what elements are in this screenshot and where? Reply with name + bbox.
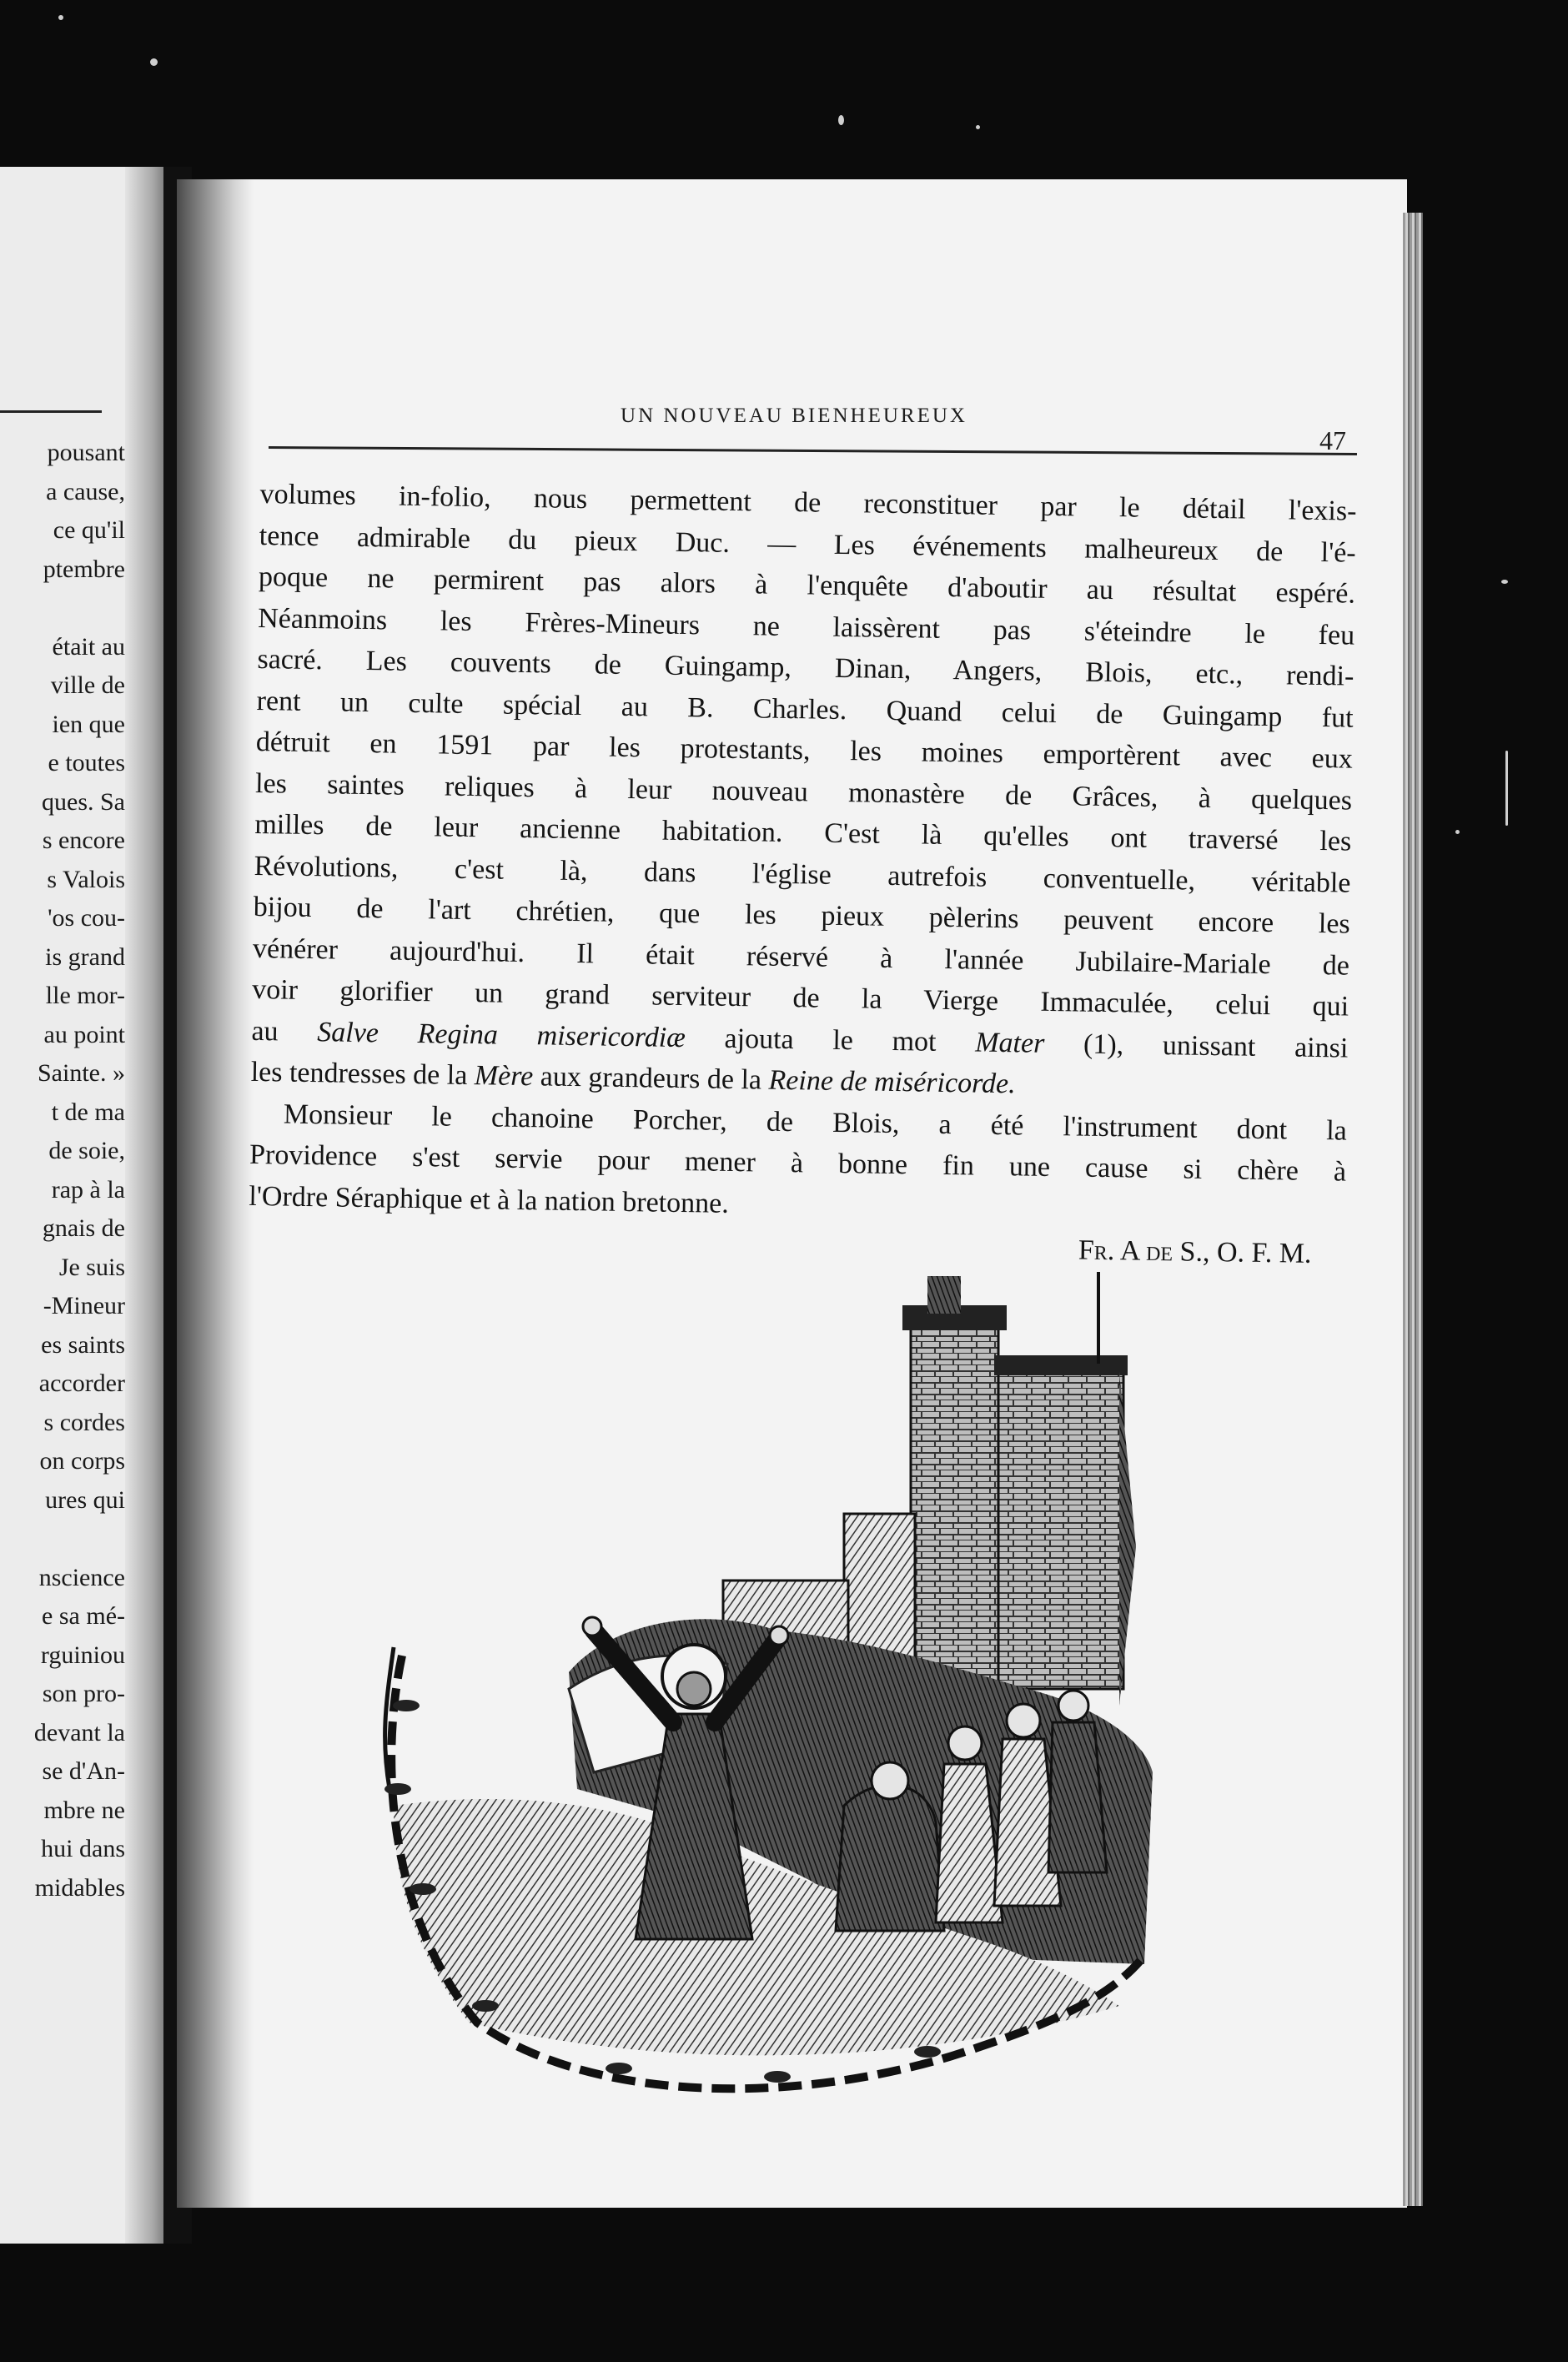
left-page-line: ptembre <box>43 555 125 583</box>
left-page-line: e sa mé- <box>42 1602 125 1630</box>
text-line: tence admirable du pieux Duc. — Les événements malheureux de l'é- <box>259 520 1356 569</box>
left-page-line: is grand <box>45 942 125 971</box>
text-line: volumes in-folio, nous permettent de reconstituer par le détail l'exis- <box>259 478 1357 527</box>
text-line: détruit en 1591 par les protestants, les moines emportèrent avec eux <box>255 726 1354 775</box>
left-page-line: ures qui <box>45 1485 125 1514</box>
left-page-line: es saints <box>41 1330 125 1359</box>
left-page-line: Sainte. » <box>38 1059 125 1087</box>
text-run: ajouta le mot <box>685 1022 976 1058</box>
left-page-line: nscience <box>38 1563 125 1591</box>
text-line: Monsieur le chanoine Porcher, de Blois, a été l'instrument dont la <box>283 1098 1348 1147</box>
text-line: Révolutions, c'est là, dans l'église autrefois conventuelle, véritable <box>254 850 1351 899</box>
left-page-line: s cordes <box>43 1408 125 1436</box>
left-page-line: devant la <box>33 1718 125 1746</box>
text-run: (1), unissant ainsi <box>1044 1028 1349 1064</box>
header-rule <box>269 446 1357 455</box>
left-page-line: son pro- <box>42 1680 125 1707</box>
left-page-line: pousant <box>47 439 125 466</box>
left-page-line: de soie, <box>48 1137 125 1164</box>
left-page-line: -Mineur <box>43 1292 125 1319</box>
left-page-line: mbre ne <box>43 1796 125 1824</box>
text-line: bijou de l'art chrétien, que les pieux pèlerins peuvent encore les <box>253 891 1350 940</box>
left-page-line: rap à la <box>51 1175 125 1204</box>
left-page-text <box>0 434 125 1907</box>
text-line: Providence s'est servie pour mener à bonne fin une cause si chère à <box>249 1138 1347 1188</box>
running-head: UN NOUVEAU BIENHEUREUX <box>621 405 967 427</box>
text-line: Néanmoins les Frères-Mineurs ne laissèrent pas s'éteindre le feu <box>257 602 1355 651</box>
text-line: rent un culte spécial au B. Charles. Quand celui de Guingamp fut <box>256 685 1354 734</box>
text-line: milles de leur ancienne habitation. C'est là qu'elles ont traversé les <box>254 808 1352 857</box>
text-line: l'Ordre Séraphique et à la nation bretonne. <box>249 1180 730 1219</box>
text-run: les tendresses de la <box>250 1056 475 1092</box>
left-page-line: rguiniou <box>40 1641 125 1669</box>
left-page-line <box>0 1520 125 1559</box>
right-page-gutter <box>177 179 254 2208</box>
left-page-line: 'os cou- <box>48 904 125 932</box>
left-page-line: ien que <box>52 710 125 738</box>
italic-word-mater: Mater <box>974 1027 1045 1059</box>
left-page-line: midables <box>34 1873 125 1902</box>
left-page-line: gnais de <box>42 1214 125 1242</box>
left-page-line: s Valois <box>47 865 125 893</box>
text-run: aux grandeurs de la <box>533 1061 769 1096</box>
left-page-line: accorder <box>38 1369 125 1397</box>
text-run: au <box>251 1015 318 1048</box>
text-line: voir glorifier un grand serviteur de la Vierge Immaculée, celui qui <box>251 973 1349 1023</box>
text-line: poque ne permirent pas alors à l'enquête d'aboutir au résultat espéré. <box>258 560 1356 610</box>
left-page-line: hui dans <box>41 1835 125 1862</box>
left-page <box>0 167 171 2244</box>
left-page-line: se d'An- <box>42 1757 125 1785</box>
left-page-line: on corps <box>39 1447 125 1475</box>
left-page-line: était au <box>52 632 125 661</box>
author-signature: Fr. A de S., O. F. M. <box>1078 1234 1312 1269</box>
text-line: les saintes reliques à leur nouveau monastère de Grâces, à quelques <box>254 767 1353 817</box>
left-page-line <box>0 589 125 628</box>
right-page <box>177 179 1407 2208</box>
left-page-line: ques. Sa <box>42 787 125 816</box>
left-page-line: Je suis <box>58 1253 125 1281</box>
left-page-rule <box>0 410 102 413</box>
page-edges <box>1403 213 1423 2206</box>
left-page-line: lle mor- <box>45 982 125 1009</box>
italic-title-reine: Reine de miséricorde. <box>768 1064 1016 1100</box>
left-page-line: ce qu'il <box>53 516 125 544</box>
left-page-line: e toutes <box>48 749 125 776</box>
text-line: vénérer aujourd'hui. Il était réservé à l'année Jubilaire-Mariale de <box>252 932 1350 982</box>
text-line: sacré. Les couvents de Guingamp, Dinan, Angers, Blois, etc., rendi- <box>257 643 1354 692</box>
left-page-line: au point <box>43 1020 125 1048</box>
left-page-line: a cause, <box>46 477 125 505</box>
left-page-line: t de ma <box>51 1098 125 1126</box>
italic-word-mere: Mère <box>474 1060 534 1093</box>
engraving-illustration <box>344 1272 1219 2106</box>
body-text <box>248 474 1357 1275</box>
page-number: 47 <box>1319 425 1346 455</box>
left-page-line: s encore <box>42 827 125 854</box>
italic-title-salve-regina: Salve Regina misericordiæ <box>317 1016 686 1053</box>
left-page-line: ville de <box>50 671 125 699</box>
